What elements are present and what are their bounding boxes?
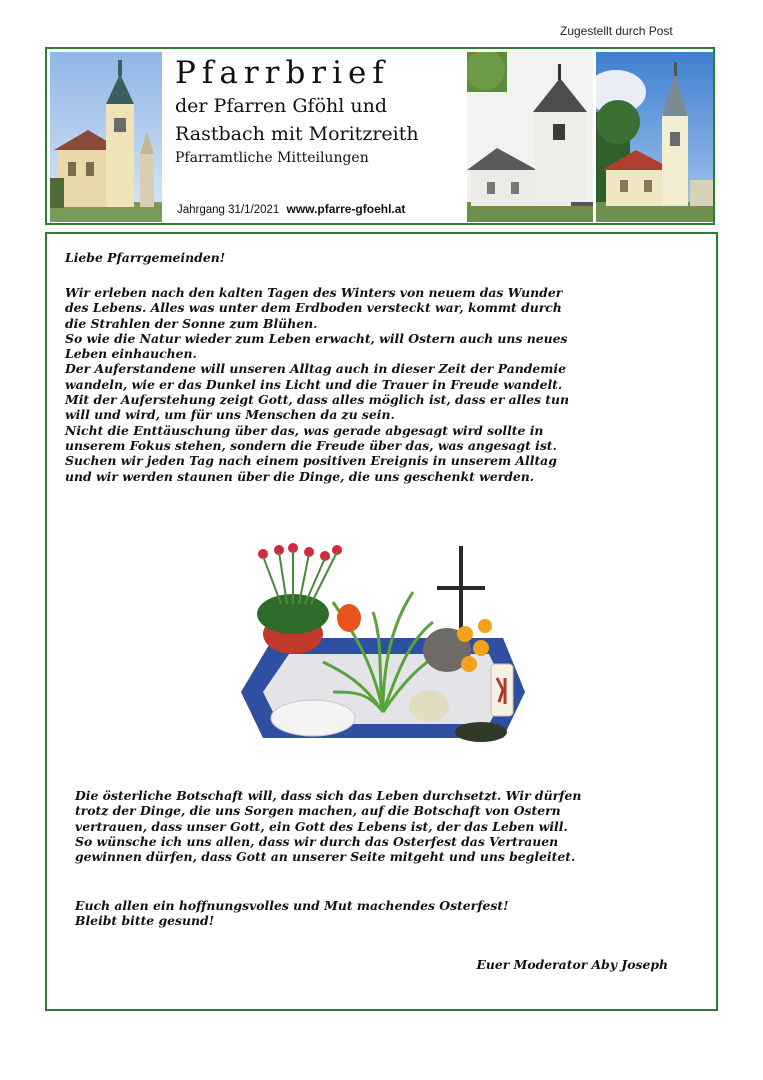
letter-closing — [75, 898, 509, 929]
newsletter-subtitle-line3: Pfarramtliche Mitteilungen — [175, 150, 369, 166]
delivery-note: Zugestellt durch Post — [560, 24, 673, 38]
text-line: will und wird, um für uns Menschen da zu sein. — [65, 407, 395, 423]
letter-paragraph-1 — [65, 285, 705, 484]
text-line: vertrauen, dass unser Gott, ein Gott des Lebens ist, der das Leben will. — [75, 818, 568, 834]
website-link[interactable]: www.pfarre-gfoehl.at — [286, 202, 406, 216]
text-line: So wie die Natur wieder zum Leben erwacht, will Ostern auch uns neues — [65, 330, 568, 346]
letter-greeting: Liebe Pfarrgemeinden! — [65, 250, 226, 265]
church-photo-gfoehl — [50, 52, 162, 222]
text-line: des Lebens. Alles was unter dem Erdboden versteckt war, kommt durch — [65, 300, 562, 316]
text-line: Wir erleben nach den kalten Tagen des Winters von neuem das Wunder — [65, 285, 563, 300]
letter-paragraph-2 — [75, 788, 705, 864]
text-line: die Strahlen der Sonne zum Blühen. — [65, 315, 318, 331]
text-line: wandeln, wie er das Dunkel ins Licht und die Trauer in Freude wandelt. — [65, 376, 563, 392]
text-line: Mit der Auferstehung zeigt Gott, dass alles möglich ist, dass er alles tun — [65, 392, 570, 408]
newsletter-header — [45, 47, 715, 225]
church-photo-rastbach — [467, 52, 593, 222]
letter-frame — [45, 232, 718, 1011]
closing-line-1: Euch allen ein hoffnungsvolles und Mut machendes Osterfest! — [75, 898, 509, 913]
issue-line — [177, 202, 405, 216]
newsletter-subtitle-line1: der Pfarren Gföhl und — [175, 95, 387, 117]
newsletter-subtitle-line2: Rastbach mit Moritzreith — [175, 123, 419, 145]
easter-arrangement-photo — [233, 542, 533, 772]
newsletter-title: Pfarrbrief — [175, 55, 390, 91]
text-line: So wünsche ich uns allen, dass wir durch das Osterfest das Vertrauen — [75, 833, 559, 849]
text-line: gewinnen dürfen, dass Gott an unserer Seite mitgeht und uns begleitet. — [75, 849, 576, 865]
text-line: Suchen wir jeden Tag nach einem positiven Ereignis in unserem Alltag — [65, 453, 557, 469]
text-line: unserem Fokus stehen, sondern die Freude über das, was angesagt ist. — [65, 437, 557, 453]
issue-number: Jahrgang 31/1/2021 — [177, 204, 280, 216]
closing-line-2: Bleibt bitte gesund! — [75, 913, 215, 929]
text-line: Der Auferstandene will unseren Alltag auch in dieser Zeit der Pandemie — [65, 361, 567, 377]
text-line: und wir werden staunen über die Dinge, die uns geschenkt werden. — [65, 468, 535, 484]
text-line: Leben einhauchen. — [65, 346, 197, 362]
text-line: trotz der Dinge, die uns Sorgen machen, auf die Botschaft von Ostern — [75, 803, 561, 819]
church-photo-moritzreith — [596, 52, 713, 222]
text-line: Nicht die Enttäuschung über das, was gerade abgesagt wird sollte in — [65, 422, 544, 438]
letter-signature: Euer Moderator Aby Joseph — [476, 957, 668, 972]
text-line: Die österliche Botschaft will, dass sich das Leben durchsetzt. Wir dürfen — [75, 788, 582, 803]
